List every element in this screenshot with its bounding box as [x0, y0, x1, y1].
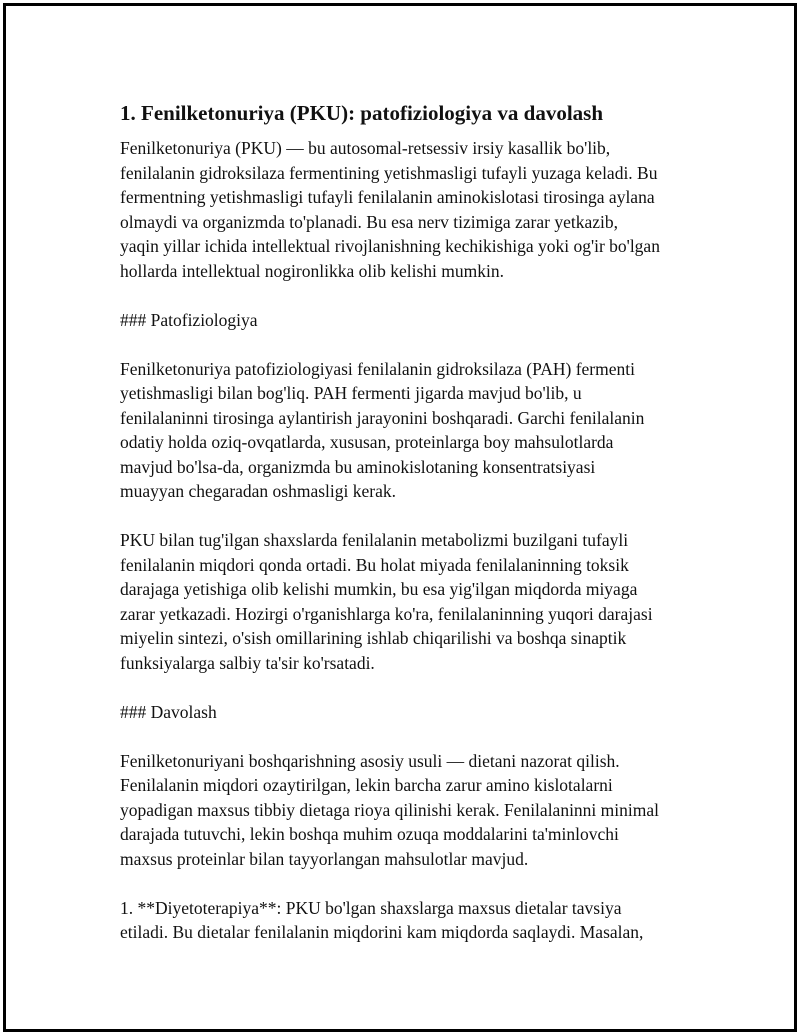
text-line: fenilalanin miqdori qonda ortadi. Bu holat miyada fenilalaninning toksik [120, 554, 629, 575]
page-frame [3, 3, 797, 1032]
text-line: yaqin yillar ichida intellektual rivojlanishning kechikishiga yoki og'ir bo'lgan [120, 236, 660, 256]
text-line: Fenilketonuriyani boshqarishning asosiy usuli — dietani nazorat qilish. [120, 750, 620, 771]
document-body [120, 98, 700, 945]
pathophysiology-paragraph-1 [120, 357, 700, 504]
text-line: ### Patofiziologiya [120, 309, 258, 330]
text-line: zarar yetkazadi. Hozirgi o'rganishlarga ko'ra, fenilalaninning yuqori darajasi [120, 603, 653, 624]
text-line: miyelin sintezi, o'sish omillarining ishlab chiqarilishi va boshqa sinaptik [120, 628, 627, 648]
text-line: fenilalanin gidroksilaza fermentining yetishmasligi tufayli yuzaga keladi. Bu [120, 162, 658, 183]
text-line: olmaydi va organizmda to'planadi. Bu esa nerv tizimiga zarar yetkazib, [120, 211, 618, 232]
text-line: fenilalaninni tirosinga aylantirish jarayonini boshqaradi. Garchi fenilalanin [120, 407, 645, 428]
text-line: odatiy holda oziq-ovqatlarda, xususan, proteinlarga boy mahsulotlarda [120, 432, 614, 452]
text-line: Fenilketonuriya patofiziologiyasi fenilalanin gidroksilaza (PAH) fermenti [120, 358, 635, 379]
text-line: maxsus proteinlar bilan tayyorlangan mahsulotlar mavjud. [120, 848, 529, 869]
text-line: yetishmasligi bilan bog'liq. PAH fermenti jigarda mavjud bo'lib, u [120, 383, 582, 403]
treatment-paragraph [120, 749, 700, 872]
paragraph-gap [120, 283, 700, 308]
text-line: Fenilketonuriya (PKU) — bu autosomal-retsessiv irsiy kasallik bo'lib, [120, 138, 611, 158]
text-line: 1. **Diyetoterapiya**: PKU bo'lgan shaxslarga maxsus dietalar tavsiya [120, 897, 622, 918]
paragraph-gap [120, 871, 700, 896]
text-line: fermentning yetishmasligi tufayli fenilalanin aminokislotasi tirosinga aylana [120, 187, 655, 207]
text-line: darajaga yetishiga olib kelishi mumkin, bu esa yig'ilgan miqdorda miyaga [120, 579, 638, 599]
document-title: 1. Fenilketonuriya (PKU): patofiziologiya va davolash [120, 101, 603, 125]
text-line: yopadigan maxsus tibbiy dietaga rioya qilinishi kerak. Fenilalaninni minimal [120, 799, 659, 820]
intro-paragraph [120, 136, 700, 283]
paragraph-gap [120, 724, 700, 749]
text-line: darajada tutuvchi, lekin boshqa muhim ozuqa moddalarini ta'minlovchi [120, 824, 619, 844]
text-line: muayyan chegaradan oshmasligi kerak. [120, 481, 397, 501]
text-line: funksiyalarga salbiy ta'sir ko'rsatadi. [120, 652, 375, 673]
paragraph-gap [120, 675, 700, 700]
diet-therapy-list-item [120, 896, 700, 945]
section-heading-patofiziologiya [120, 308, 700, 333]
text-line: PKU bilan tug'ilgan shaxslarda fenilalanin metabolizmi buzilgani tufayli [120, 530, 629, 550]
text-line: etiladi. Bu dietalar fenilalanin miqdorini kam miqdorda saqlaydi. Masalan, [120, 922, 644, 942]
text-line: hollarda intellektual nogironlikka olib kelishi mumkin. [120, 260, 504, 281]
section-heading-davolash [120, 700, 700, 725]
pathophysiology-paragraph-2 [120, 528, 700, 675]
paragraph-gap [120, 332, 700, 357]
text-line: ### Davolash [120, 701, 217, 722]
text-line: Fenilalanin miqdori ozaytirilgan, lekin barcha zarur amino kislotalarni [120, 775, 613, 795]
text-line: mavjud bo'lsa-da, organizmda bu aminokislotaning konsentratsiyasi [120, 456, 596, 477]
paragraph-gap [120, 504, 700, 529]
